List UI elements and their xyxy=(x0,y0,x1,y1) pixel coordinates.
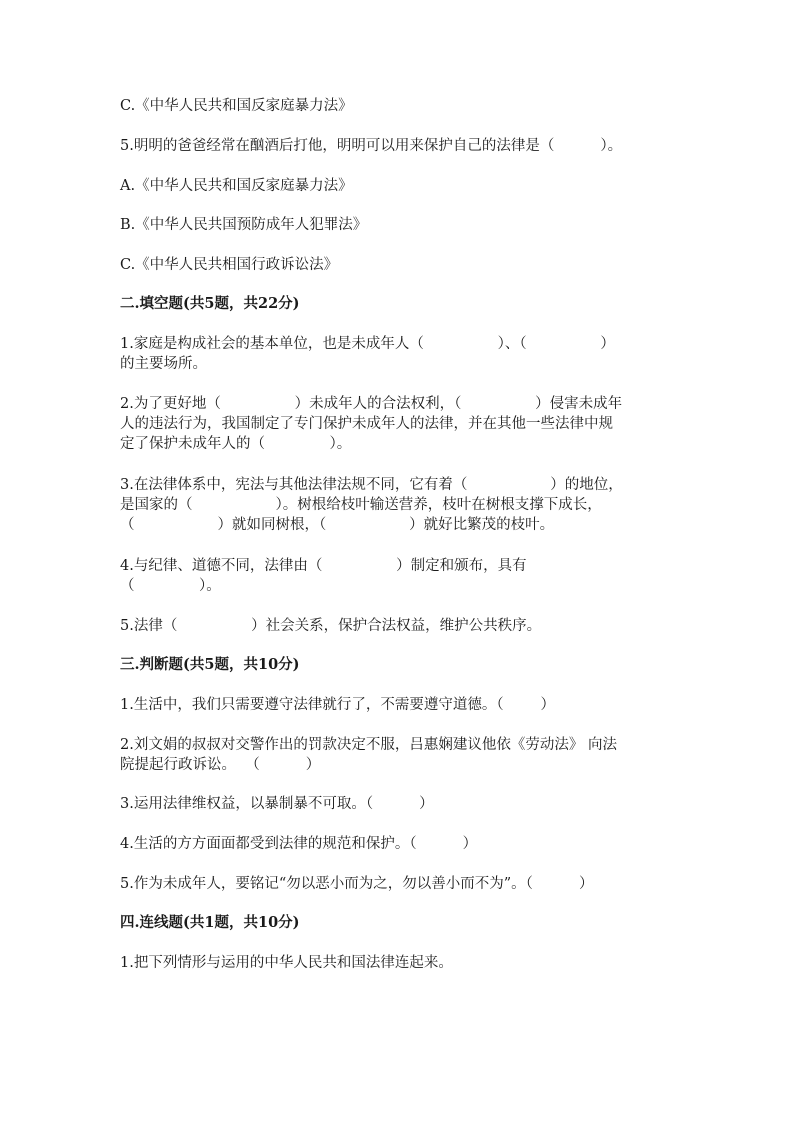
question-line: 定了保护未成年人的（ ）。 xyxy=(120,436,352,452)
question-line: 4.生活的方方面面都受到法律的规范和保护。（ ） xyxy=(120,836,478,852)
question-line: 3.运用法律维权益，以暴制暴不可取。（ ） xyxy=(120,796,434,812)
question-line: 人的违法行为，我国制定了专门保护未成年人的法律，并在其他一些法律中规 xyxy=(120,416,613,432)
question-stem: 5.明明的爸爸经常在酗酒后打他，明明可以用来保护自己的法律是（ ）。 xyxy=(120,138,623,154)
question-line: 1.家庭是构成社会的基本单位，也是未成年人（ ）、（ ） xyxy=(120,336,615,352)
option-c: C.《中华人民共和国反家庭暴力法》 xyxy=(120,98,353,114)
question-line: 2.为了更好地（ ）未成年人的合法权利，（ ）侵害未成年 xyxy=(120,396,623,412)
question-line: 院提起行政诉讼。 （ ） xyxy=(120,757,321,773)
question-line: 1.把下列情形与运用的中华人民共和国法律连起来。 xyxy=(120,955,453,971)
section-heading: 四.连线题(共1题，共10分) xyxy=(120,914,300,931)
question-line: 是国家的（ ）。树根给枝叶输送营养，枝叶在树根支撑下成长， xyxy=(120,497,602,513)
option-a: A.《中华人民共和国反家庭暴力法》 xyxy=(120,178,353,194)
question-line: （ ）。 xyxy=(120,578,221,594)
question-line: 4.与纪律、道德不同，法律由（ ）制定和颁布，具有 xyxy=(120,558,527,574)
option-c: C.《中华人民共相国行政诉讼法》 xyxy=(120,257,339,273)
question-line: 2.刘文娟的叔叔对交警作出的罚款决定不服，吕惠娴建议他依《劳动法》 向法 xyxy=(120,737,617,753)
section-heading: 二.填空题(共5题，共22分) xyxy=(120,295,300,312)
question-line: 5.作为未成年人，要铭记“勿以恶小而为之，勿以善小而不为”。（ ） xyxy=(120,876,594,892)
question-line: 5.法律（ ）社会关系，保护合法权益，维护公共秩序。 xyxy=(120,618,542,634)
section-heading: 三.判断题(共5题，共10分) xyxy=(120,656,300,673)
option-b: B.《中华人民共国预防成年人犯罪法》 xyxy=(120,217,368,233)
question-line: 1.生活中，我们只需要遵守法律就行了，不需要遵守道德。（ ） xyxy=(120,697,555,713)
question-line: （ ）就如同树根，（ ）就好比繁茂的枝叶。 xyxy=(120,517,555,533)
question-line: 的主要场所。 xyxy=(120,356,207,372)
question-line: 3.在法律体系中，宪法与其他法律法规不同，它有着（ ）的地位， xyxy=(120,477,623,493)
